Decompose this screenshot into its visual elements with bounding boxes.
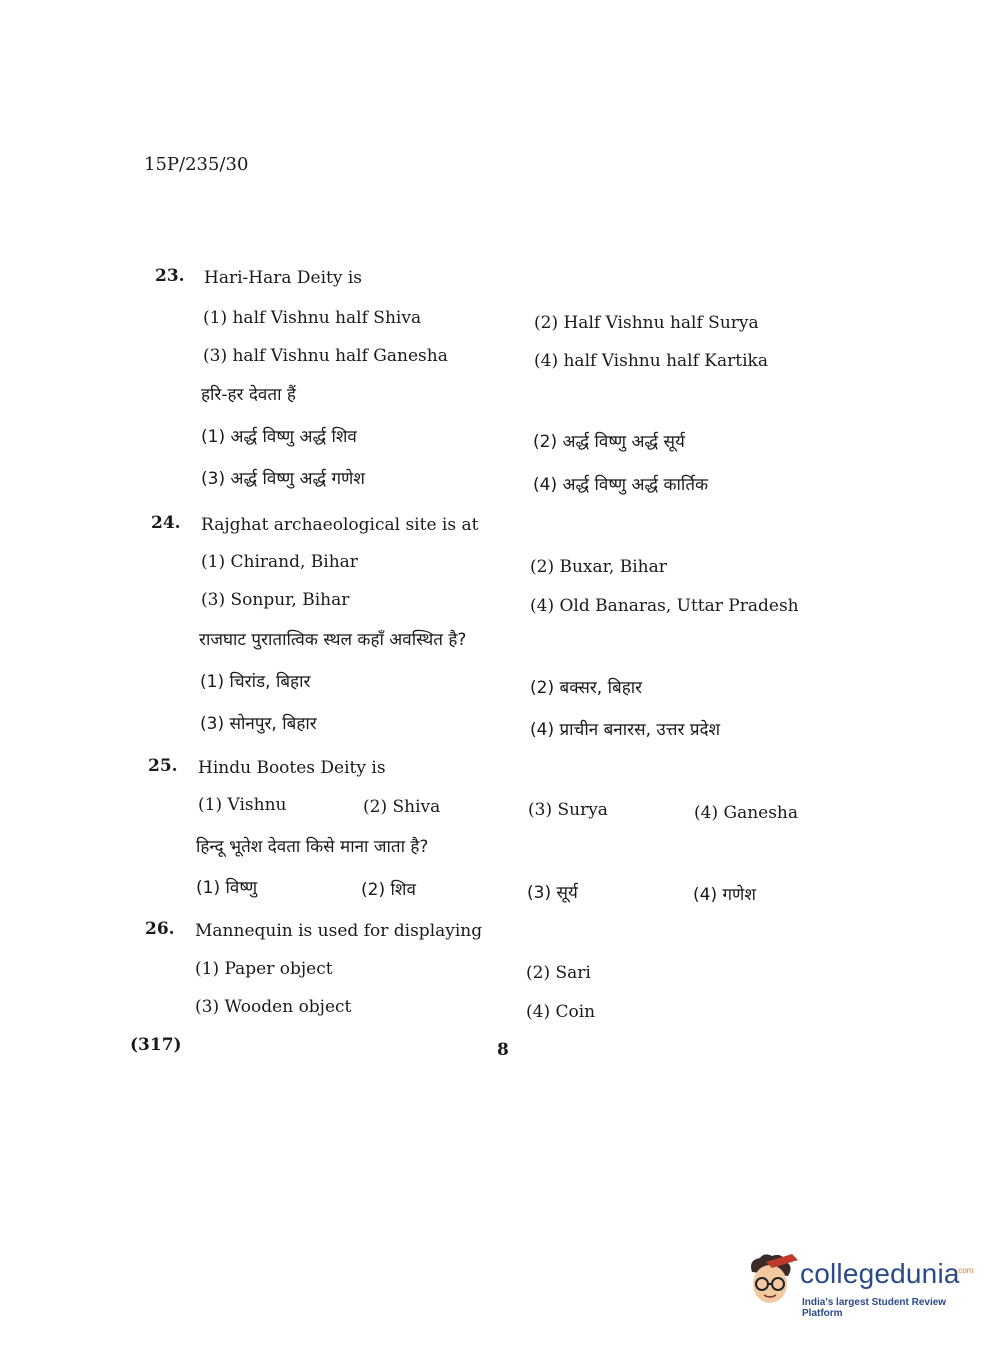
brand-name: collegedunia: [800, 1258, 960, 1289]
option: (4) Coin: [526, 1002, 596, 1022]
option: (4) half Vishnu half Kartika: [534, 351, 768, 371]
question-text: Rajghat archaeological site is at: [201, 515, 479, 535]
option-hindi: (4) अर्द्ध विष्णु अर्द्ध कार्तिक: [533, 475, 709, 495]
option-hindi: (4) प्राचीन बनारस, उत्तर प्रदेश: [530, 720, 721, 740]
option-hindi: (3) सोनपुर, बिहार: [200, 714, 317, 734]
question-text-hindi: हरि-हर देवता हैं: [201, 385, 296, 405]
option-hindi: (2) अर्द्ध विष्णु अर्द्ध सूर्य: [533, 432, 685, 452]
option: (4) Old Banaras, Uttar Pradesh: [530, 596, 799, 616]
option: (2) Shiva: [363, 797, 441, 817]
mascot-icon: [742, 1250, 798, 1316]
question-number: 23.: [155, 266, 185, 286]
option-hindi: (3) अर्द्ध विष्णु अर्द्ध गणेश: [201, 469, 365, 489]
question-number: 25.: [148, 756, 178, 776]
option-hindi: (3) सूर्य: [527, 883, 578, 903]
option-hindi: (2) बक्सर, बिहार: [530, 678, 643, 698]
option: (1) Chirand, Bihar: [201, 552, 358, 572]
brand-suffix: .com: [956, 1266, 974, 1275]
option-hindi: (1) चिरांड, बिहार: [200, 672, 311, 692]
question-text: Mannequin is used for displaying: [195, 921, 483, 941]
option: (2) Sari: [526, 963, 591, 983]
option-hindi: (1) अर्द्ध विष्णु अर्द्ध शिव: [201, 427, 357, 447]
question-text: Hindu Bootes Deity is: [198, 758, 386, 778]
option: (3) half Vishnu half Ganesha: [203, 346, 448, 366]
brand-logo: [742, 1250, 972, 1320]
option-hindi: (1) विष्णु: [196, 878, 258, 898]
option: (4) Ganesha: [694, 803, 799, 823]
option: (1) Vishnu: [198, 795, 287, 815]
option: (1) half Vishnu half Shiva: [203, 308, 422, 328]
option-hindi: (4) गणेश: [693, 885, 756, 905]
footer-code: (317): [130, 1035, 182, 1055]
page-number: 8: [497, 1040, 509, 1060]
option: (2) Half Vishnu half Surya: [534, 313, 759, 333]
brand-tagline: India's largest Student Review Platform: [802, 1297, 947, 1319]
option: (2) Buxar, Bihar: [530, 557, 667, 577]
option: (3) Wooden object: [195, 997, 352, 1017]
option: (3) Surya: [528, 800, 608, 820]
option: (3) Sonpur, Bihar: [201, 590, 350, 610]
question-text-hindi: हिन्दू भूतेश देवता किसे माना जाता है?: [196, 837, 429, 857]
question-text: Hari-Hara Deity is: [204, 268, 363, 288]
option: (1) Paper object: [195, 959, 333, 979]
paper-code: 15P/235/30: [144, 154, 249, 175]
question-number: 24.: [151, 513, 181, 533]
question-text-hindi: राजघाट पुरातात्विक स्थल कहाँ अवस्थित है?: [199, 630, 467, 650]
question-number: 26.: [145, 919, 175, 939]
option-hindi: (2) शिव: [361, 880, 416, 900]
